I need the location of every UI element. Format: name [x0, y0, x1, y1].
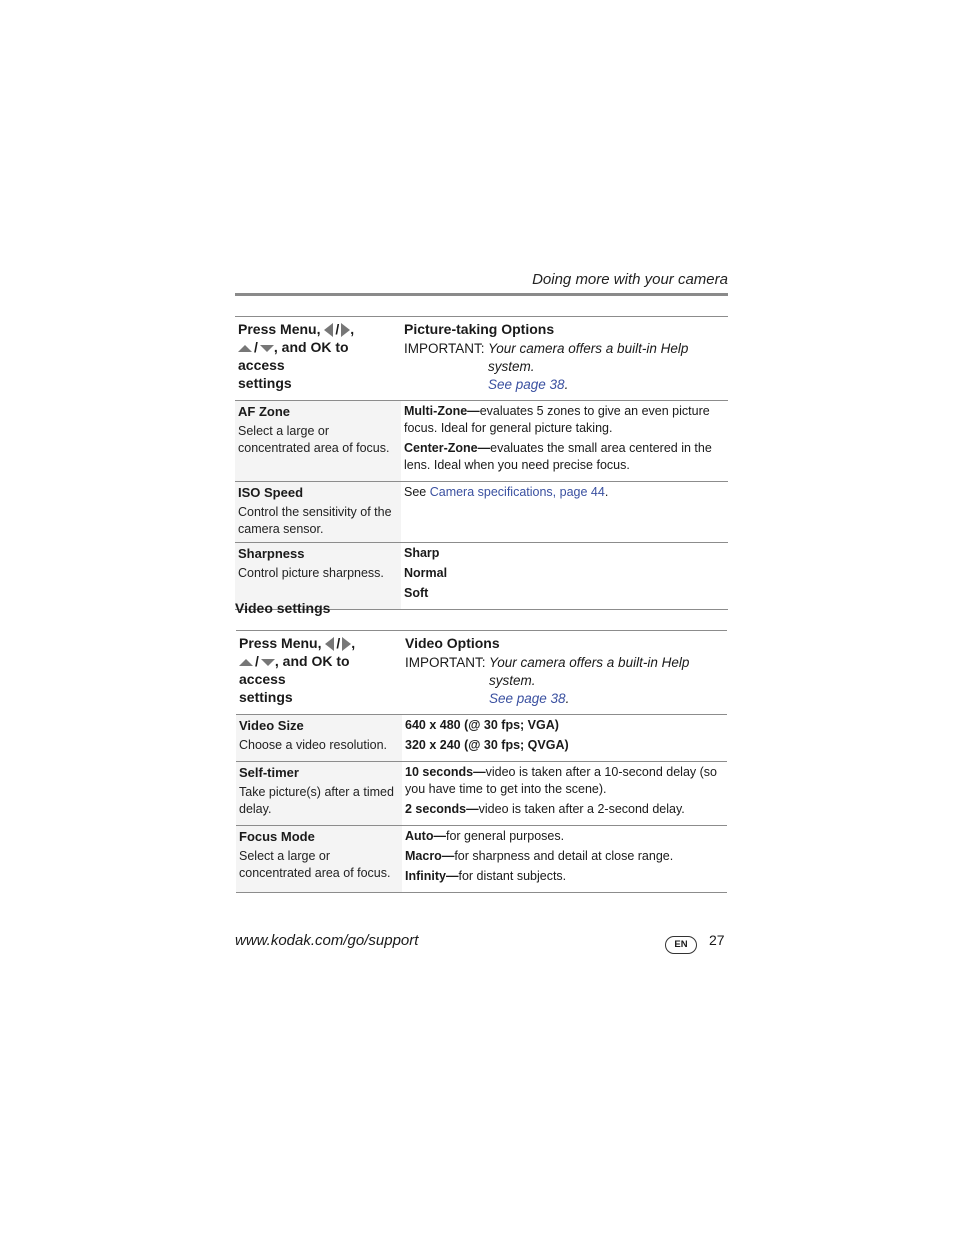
important-text: Your camera offers a built-in Help system. — [489, 655, 690, 688]
left-arrow-icon — [325, 637, 334, 651]
option-item — [405, 848, 724, 865]
option-text: for distant subjects. — [458, 869, 567, 883]
option-name: Macro— — [405, 849, 455, 863]
press-menu-cell: Press Menu, / , / , and OK to access settings — [235, 317, 401, 401]
setting-description: Choose a video resolution. — [239, 738, 388, 752]
option-text: for general purposes. — [445, 829, 565, 843]
table-row — [236, 715, 727, 762]
video-options-table — [236, 630, 727, 893]
option-item: 640 x 480 (@ 30 fps; VGA) — [405, 718, 559, 732]
camera-specs-link[interactable]: Camera specifications, page 44 — [429, 485, 605, 499]
period: . — [564, 377, 569, 392]
option-item — [404, 403, 725, 437]
setting-label: ISO Speed — [238, 485, 304, 500]
setting-label: Self-timer — [239, 765, 299, 780]
support-url-link[interactable]: www.kodak.com/go/support — [235, 932, 419, 949]
option-item — [405, 828, 724, 845]
setting-label: Focus Mode — [239, 829, 315, 844]
option-text: for sharpness and detail at close range. — [454, 849, 674, 863]
setting-options-cell — [402, 826, 727, 893]
ok-access-text: , and OK to access — [238, 339, 349, 373]
important-note — [404, 340, 725, 394]
option-name: Auto— — [405, 829, 446, 843]
option-item: 320 x 240 (@ 30 fps; QVGA) — [405, 738, 569, 752]
option-text: video is taken after a 10-second delay (so you have time to get into the scene). — [405, 765, 717, 796]
period: . — [565, 691, 570, 706]
table-row — [236, 762, 727, 826]
settings-text: settings — [239, 689, 293, 705]
table-row — [235, 401, 728, 482]
down-arrow-icon — [260, 345, 274, 352]
setting-options-cell — [401, 543, 728, 610]
press-menu-text: Press Menu, — [238, 321, 321, 337]
option-name: 10 seconds— — [405, 765, 486, 779]
table-header-row — [236, 631, 727, 715]
language-badge: EN — [665, 936, 697, 954]
important-label: IMPORTANT: — [405, 655, 486, 670]
setting-label-cell — [236, 826, 402, 893]
option-name: Infinity— — [405, 869, 459, 883]
option-name: 2 seconds— — [405, 802, 479, 816]
option-item — [405, 801, 724, 818]
setting-options-cell — [401, 482, 728, 543]
press-menu-cell: Press Menu, / , / , and OK to access settings — [236, 631, 402, 715]
setting-label-cell — [235, 482, 401, 543]
setting-options-cell — [402, 715, 727, 762]
setting-label: Sharpness — [238, 546, 305, 561]
setting-label-cell — [236, 715, 402, 762]
option-name: Center-Zone— — [404, 441, 491, 455]
options-header-cell — [402, 631, 727, 715]
header-rule — [235, 293, 728, 296]
setting-description: Take picture(s) after a timed delay. — [239, 785, 394, 816]
ok-access-text: , and OK to access — [239, 653, 350, 687]
options-header-cell — [401, 317, 728, 401]
table-row — [236, 826, 727, 893]
option-item — [405, 868, 724, 885]
press-menu-text: Press Menu, — [239, 635, 322, 651]
option-item: Soft — [404, 586, 429, 600]
table-header-row — [235, 317, 728, 401]
setting-label-cell — [236, 762, 402, 826]
right-arrow-icon — [341, 323, 350, 337]
setting-label: AF Zone — [238, 404, 290, 419]
setting-options-cell — [401, 401, 728, 482]
option-item — [405, 764, 724, 798]
option-item: Sharp — [404, 546, 440, 560]
option-text: evaluates 5 zones to give an even picture focus. Ideal for general picture taking. — [404, 404, 710, 435]
setting-description: Control the sensitivity of the camera sensor. — [238, 505, 392, 536]
setting-description: Control picture sharpness. — [238, 566, 384, 580]
up-arrow-icon — [238, 345, 252, 352]
important-label: IMPORTANT: — [404, 341, 485, 356]
see-page-link[interactable]: See page 38 — [488, 377, 565, 392]
important-note — [405, 654, 724, 708]
table-row — [235, 482, 728, 543]
option-text: evaluates the small area centered in the lens. Ideal when you need precise focus. — [404, 441, 712, 472]
setting-options-cell — [402, 762, 727, 826]
picture-options-table — [235, 316, 728, 610]
options-title: Video Options — [405, 635, 500, 651]
option-item — [404, 440, 725, 474]
setting-label-cell — [235, 401, 401, 482]
running-head: Doing more with your camera — [532, 271, 728, 288]
section-title: Video settings — [235, 600, 331, 616]
down-arrow-icon — [261, 659, 275, 666]
see-prefix: See — [404, 485, 430, 499]
important-text: Your camera offers a built-in Help system. — [488, 341, 689, 374]
setting-description: Select a large or concentrated area of focus. — [239, 849, 391, 880]
see-page-link[interactable]: See page 38 — [489, 691, 566, 706]
right-arrow-icon — [342, 637, 351, 651]
option-name: Multi-Zone— — [404, 404, 480, 418]
left-arrow-icon — [324, 323, 333, 337]
setting-label: Video Size — [239, 718, 304, 733]
setting-description: Select a large or concentrated area of focus. — [238, 424, 390, 455]
up-arrow-icon — [239, 659, 253, 666]
period: . — [604, 485, 609, 499]
option-text: video is taken after a 2-second delay. — [478, 802, 685, 816]
page-number: 27 — [709, 932, 725, 948]
option-item: Normal — [404, 566, 448, 580]
options-title: Picture-taking Options — [404, 321, 555, 337]
settings-text: settings — [238, 375, 292, 391]
